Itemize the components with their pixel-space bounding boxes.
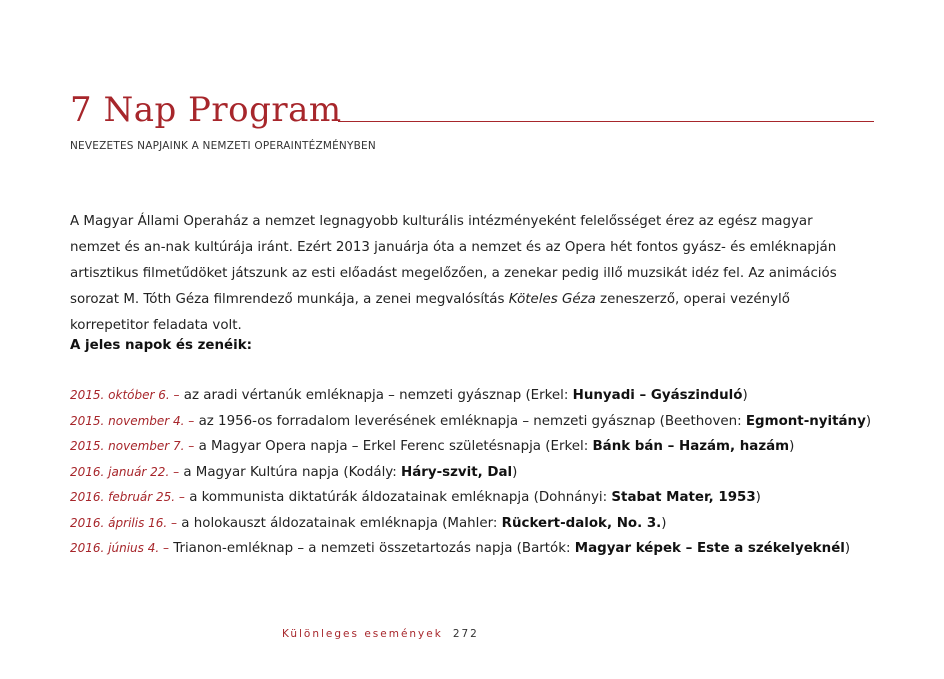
day-date: 2016. június 4. – [70,541,169,555]
day-close: ) [661,515,667,531]
intro-paragraph [70,209,865,339]
day-description: az aradi vértanúk emléknapja – nemzeti gyásznap (Erkel: [179,388,573,403]
footer-section-name: Különleges események [282,628,443,640]
intro-text-2: zeneszerző, operai vezénylő korrepetitor feladata volt. [70,292,790,333]
page-footer [282,628,479,640]
day-close: ) [742,388,748,403]
day-close: ) [789,439,795,454]
day-description: az 1956-os forradalom leverésének emléknapja – nemzeti gyásznap (Beethoven: [194,413,746,429]
list-item [70,536,890,562]
day-music: Rückert-dalok, No. 3. [501,515,662,531]
day-music: Magyar képek – Este a székelyeknél [574,541,845,556]
day-date: 2016. január 22. – [70,464,180,479]
list-item [70,383,890,409]
day-music: Bánk bán – Hazám, hazám [592,439,790,454]
day-description: a holokauszt áldozatainak emléknapja (Mahler: [177,515,502,531]
list-item [70,434,890,460]
day-description: Trianon-emléknap – a nemzeti összetartozás napja (Bartók: [168,541,575,556]
day-close: ) [844,541,851,556]
list-item [70,460,890,486]
title-rule [338,121,874,122]
intro-composer: Köteles Géza [508,292,596,307]
day-date: 2015. október 6. – [70,388,180,402]
day-close: ) [865,413,872,429]
page-title: 7 Nap Program [70,90,342,130]
day-music: Egmont-nyitány [745,413,866,429]
page-subtitle: NEVEZETES NAPJAINK A NEMZETI OPERAINTÉZMÉNYBEN [70,140,376,152]
day-music: Stabat Mater, 1953 [611,490,756,505]
memorial-days-list [70,383,890,562]
list-item [70,511,890,537]
day-music: Hunyadi – Gyászinduló [572,388,743,403]
day-date: 2015. november 4. – [70,413,195,428]
day-music: Háry-szvit, Dal [401,464,513,480]
section-heading: A jeles napok és zenéik: [70,338,252,353]
intro-text-1: A Magyar Állami Operaház a nemzet legnagyobb kulturális intézményeként felelősséget érez az egész magyar nemzet és an-nak kultúrája iránt. Ezért 2013 januárja óta a nemzet és az Opera hét fontos gyász- és emléknapján artisztikus filmetűdöket játszunk az esti előadást megelőzően, a zenekar pedig illő muzsikát idéz fel. Az animációs sorozat M. Tóth Géza filmrendező munkája, a zenei megvalósítás [70,214,837,307]
day-date: 2016. április 16. – [70,515,178,530]
list-item [70,409,890,435]
day-date: 2016. február 25. – [70,490,185,504]
day-close: ) [512,464,518,480]
day-date: 2015. november 7. – [70,439,195,453]
page-number: 272 [452,628,479,640]
day-description: a Magyar Opera napja – Erkel Ferenc születésnapja (Erkel: [194,439,593,454]
day-close: ) [755,490,761,505]
list-item [70,485,890,511]
day-description: a kommunista diktatúrák áldozatainak emléknapja (Dohnányi: [184,490,612,505]
day-description: a Magyar Kultúra napja (Kodály: [179,464,402,480]
